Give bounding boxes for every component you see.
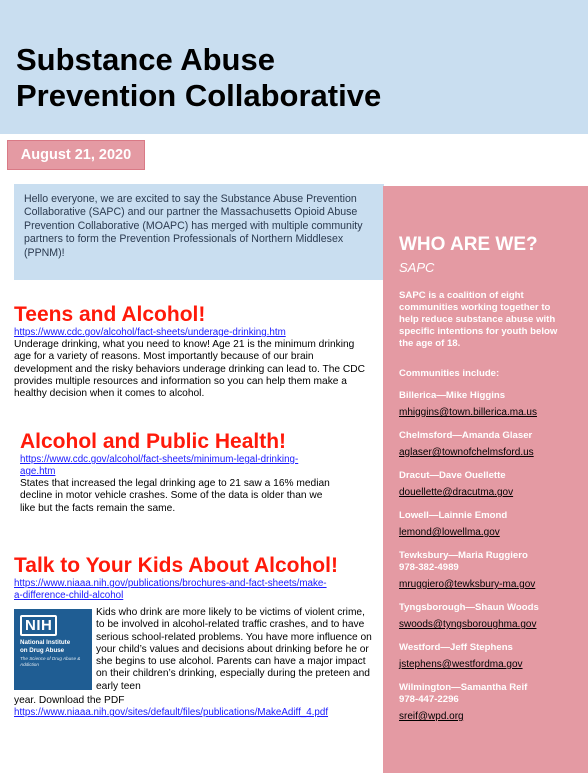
section-title: Alcohol and Public Health! <box>20 430 287 453</box>
contact-email[interactable]: mruggiero@tewksbury-ma.gov <box>399 579 536 590</box>
page-title <box>16 42 381 114</box>
contact-billerica <box>399 390 572 420</box>
contact-name: Westford—Jeff Stephens <box>399 642 513 653</box>
sidebar-subheading: SAPC <box>399 260 435 275</box>
contact-phone: 978-382-4989 <box>399 562 459 573</box>
section-title: Talk to Your Kids About Alcohol! <box>14 554 338 577</box>
cdc-underage-link[interactable]: https://www.cdc.gov/alcohol/fact-sheets/underage-drinking.htm <box>14 327 286 338</box>
sidebar-description: SAPC is a coalition of eight communities working together to help reduce substance abuse with specific intentions for youth below the age of 18. <box>399 290 558 349</box>
contact-email[interactable]: lemond@lowellma.gov <box>399 527 500 538</box>
intro-box <box>14 184 384 280</box>
contact-email[interactable]: sreif@wpd.org <box>399 711 464 722</box>
section-talk-to-kids <box>14 554 376 602</box>
contact-name: Dracut—Dave Ouellette <box>399 470 506 481</box>
link-line-1: https://www.niaaa.nih.gov/publications/brochures-and-fact-sheets/make- <box>14 578 327 589</box>
intro-text: Hello everyone, we are excited to say the Substance Abuse Prevention Collaborative (SAPC) and our partner the Massachusetts Opioid Abuse Prevention Collaborative (MOAPC) has merged with multiple community partners to form the Prevention Professionals of Northern Middlesex (PPNM)! <box>24 193 363 259</box>
link-line-1: https://www.cdc.gov/alcohol/fact-sheets/minimum-legal-drinking- <box>20 454 299 465</box>
sidebar-heading: WHO ARE WE? <box>399 234 538 255</box>
contact-name: Lowell—Lainnie Emond <box>399 510 508 521</box>
contact-wilmington <box>399 682 572 724</box>
niaaa-brochure-link[interactable] <box>14 578 376 602</box>
contact-chelmsford <box>399 430 572 460</box>
contact-name: Chelmsford—Amanda Glaser <box>399 430 533 441</box>
nih-line-1: National Institute <box>20 639 71 646</box>
contact-tewksbury <box>399 550 572 592</box>
cdc-legal-age-link[interactable] <box>20 454 340 478</box>
contact-email[interactable]: swoods@tyngsboroughma.gov <box>399 619 537 630</box>
contact-email[interactable]: douellette@dracutma.gov <box>399 487 514 498</box>
contact-email[interactable]: jstephens@westfordma.gov <box>399 659 523 670</box>
communities-title: Communities include: <box>399 368 500 379</box>
link-line-2: a-difference-child-alcohol <box>14 590 124 601</box>
contact-name: Wilmington—Samantha Reif <box>399 682 528 693</box>
contact-email[interactable]: aglaser@townofchelmsford.us <box>399 447 534 458</box>
section-title: Teens and Alcohol! <box>14 303 206 326</box>
contact-email[interactable]: mhiggins@town.billerica.ma.us <box>399 407 537 418</box>
section-public-health <box>20 430 340 515</box>
nih-mark: NIH <box>20 615 57 636</box>
contact-lowell <box>399 510 572 540</box>
kids-section-tail <box>14 695 374 719</box>
title-line-2: Prevention Collaborative <box>16 78 382 113</box>
contact-name: Tyngsborough—Shaun Woods <box>399 602 539 613</box>
section-body: States that increased the legal drinking age to 21 saw a 16% median decline in motor vehicle crashes. Some of the data is older than we like but the facts remain the same. <box>20 478 330 514</box>
kids-section-body: Kids who drink are more likely to be victims of violent crime, to be involved in alcohol-related traffic crashes, and to have serious school-related problems. You have more influence on your child’s values and decisions about drinking before he or she begins to use alcohol. Parents can have a major impact on their children’s drinking, especially during the preteen and early teen <box>96 607 372 692</box>
contact-name: Tewksbury—Maria Ruggiero <box>399 550 528 561</box>
contact-tyngsborough <box>399 602 572 632</box>
niaaa-pdf-link[interactable]: https://www.niaaa.nih.gov/sites/default/files/publications/MakeAdiff_4.pdf <box>14 707 329 719</box>
contact-name: Billerica—Mike Higgins <box>399 390 506 401</box>
contact-dracut <box>399 470 572 500</box>
contact-phone: 978-447-2296 <box>399 694 459 705</box>
download-text: year. Download the PDF <box>14 695 125 706</box>
section-body: Underage drinking, what you need to know! Age 21 is the minimum drinking age for a variety of reasons. Most importantly because of our brain development and the risky behaviors underage drinking can lead to. The CDC provides multiple resources and information so you can help them make a healthy decision when it comes to alcohol. <box>14 339 365 400</box>
contact-westford <box>399 642 572 672</box>
sidebar-who-are-we <box>383 186 588 773</box>
date-badge: August 21, 2020 <box>7 140 145 170</box>
section-teens-alcohol <box>14 303 374 400</box>
nih-tagline: The Science of Drug Abuse & Addiction <box>20 656 81 667</box>
title-line-1: Substance Abuse <box>16 42 275 77</box>
link-line-2: age.htm <box>20 466 56 477</box>
nih-line-2: on Drug Abuse <box>20 646 65 654</box>
nih-logo <box>14 609 92 690</box>
